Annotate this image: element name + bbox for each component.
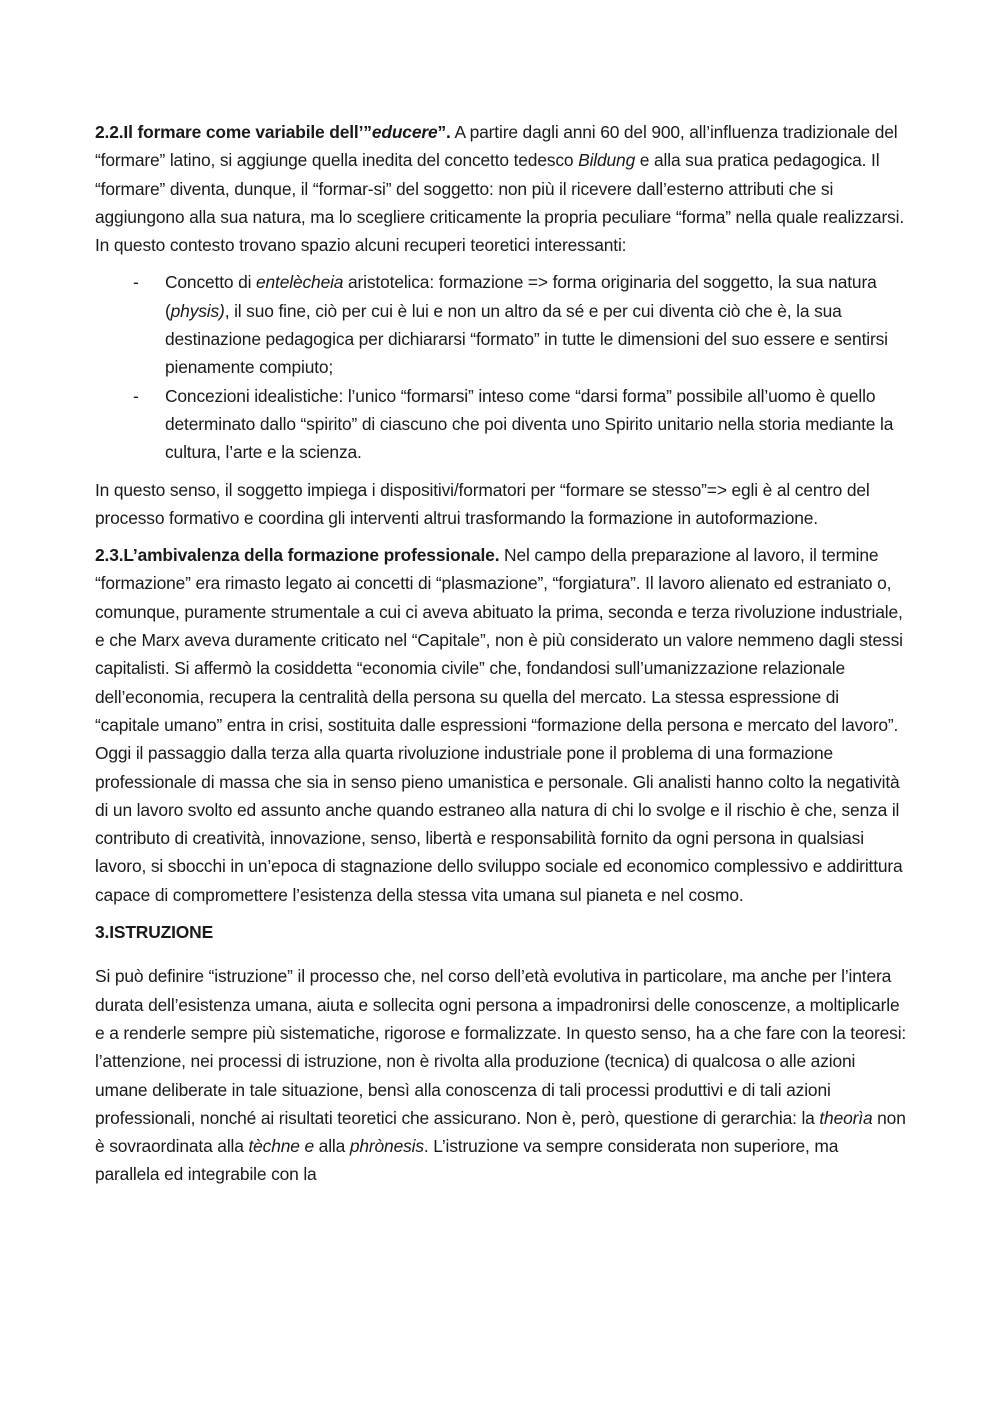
section-heading-2-3: 2.3.L’ambivalenza della formazione professionale. bbox=[95, 545, 500, 566]
document-page bbox=[95, 118, 907, 1198]
paragraph-2-2: 2.2.Il formare come variabile dell’”educere”. A partire dagli anni 60 del 900, all’influenza tradizionale del “formare” latino, si aggiunge quella inedita del concetto tedesco Bildung e alla sua pratica pedagogica. Il “formare” diventa, dunque, il “formar-si” del soggetto: non più il ricevere dall’esterno attributi che si aggiungono alla sua natura, ma lo scegliere criticamente la propria peculiare “forma” nella quale realizzarsi. In questo contesto trovano spazio alcuni recuperi teoretici interessanti: bbox=[95, 122, 905, 256]
section-heading-3: 3.ISTRUZIONE bbox=[95, 922, 214, 943]
paragraph-3: Si può definire “istruzione” il processo che, nel corso dell’età evolutiva in particolare, ma anche per l’intera durata dell’esistenza umana, aiuta e sollecita ogni persona a impadronirsi delle conoscenze, a moltiplicarle e a renderle sempre più sistematiche, rigorose e formalizzate. In questo senso, ha a che fare con la teoresi: l’attenzione, nei processi di istruzione, non è rivolta alla produzione (tecnica) di qualcosa o alle azioni umane deliberate in tale situazione, bensì alla conoscenza di tali processi produttivi e di tali azioni professionali, nonché ai risultati teoretici che assicurano. Non è, però, questione di gerarchia: la theorìa non è sovraordinata alla tèchne e alla phrònesis. L’istruzione va sempre considerata non superiore, ma parallela ed integrabile con la bbox=[95, 966, 907, 1185]
list-item: - Concezioni idealistiche: l’unico “formarsi” inteso come “darsi forma” possibile all’uomo è quello determinato dallo “spirito” di ciascuno che poi diventa uno Spirito unitario nella storia mediante la cultura, l’arte e la scienza. bbox=[95, 382, 907, 467]
paragraph-2-3: 2.3.L’ambivalenza della formazione professionale. Nel campo della preparazione al lavoro, il termine “formazione” era rimasto legato ai concetti di “plasmazione”, “forgiatura”. Il lavoro alienato ed estraniato o, comunque, puramente strumentale a cui ci aveva abituato la prima, seconda e terza rivoluzione industriale, e che Marx aveva duramente criticato nel “Capitale”, non è più considerato un valore nemmeno dagli stessi capitalisti. Si affermò la cosiddetta “economia civile” che, fondandosi sull’umanizzazione relazionale dell’economia, recupera la centralità della persona su quella del mercato. La stessa espressione di “capitale umano” entra in crisi, sostituita dalle espressioni “formazione della persona e mercato del lavoro”. Oggi il passaggio dalla terza alla quarta rivoluzione industriale pone il problema di una formazione professionale di massa che sia in senso pieno umanistica e personale. Gli analisti hanno colto la negatività di un lavoro svolto ed assunto anche quando estraneo alla natura di chi lo svolge e il rischio è che, senza il contributo di creatività, innovazione, senso, libertà e responsabilità fornito da ogni persona in qualsiasi lavoro, si sbocchi in un’epoca di stagnazione dello sviluppo sociale ed economico complessivo e addirittura capace di compromettere l’esistenza della stessa vita umana sul pianeta e nel cosmo. bbox=[95, 545, 903, 905]
paragraph-after-list: In questo senso, il soggetto impiega i dispositivi/formatori per “formare se stesso”=> egli è al centro del processo formativo e coordina gli interventi altrui trasformando la formazione in autoformazione. bbox=[95, 479, 870, 528]
list-dash: - bbox=[133, 385, 139, 406]
list-dash: - bbox=[133, 272, 139, 293]
concept-list bbox=[95, 268, 907, 466]
list-item: - Concetto di entelècheia aristotelica: formazione => forma originaria del soggetto, la sua natura (physis), il suo fine, ciò per cui è lui e non un altro da sé e per cui diventa ciò che è, la sua destinazione pedagogica per dichiararsi “formato” in tutte le dimensioni del suo essere e sentirsi pienamente compiuto; bbox=[95, 268, 907, 381]
section-heading-2-2: 2.2.Il formare come variabile dell’”educere”. bbox=[95, 122, 451, 142]
